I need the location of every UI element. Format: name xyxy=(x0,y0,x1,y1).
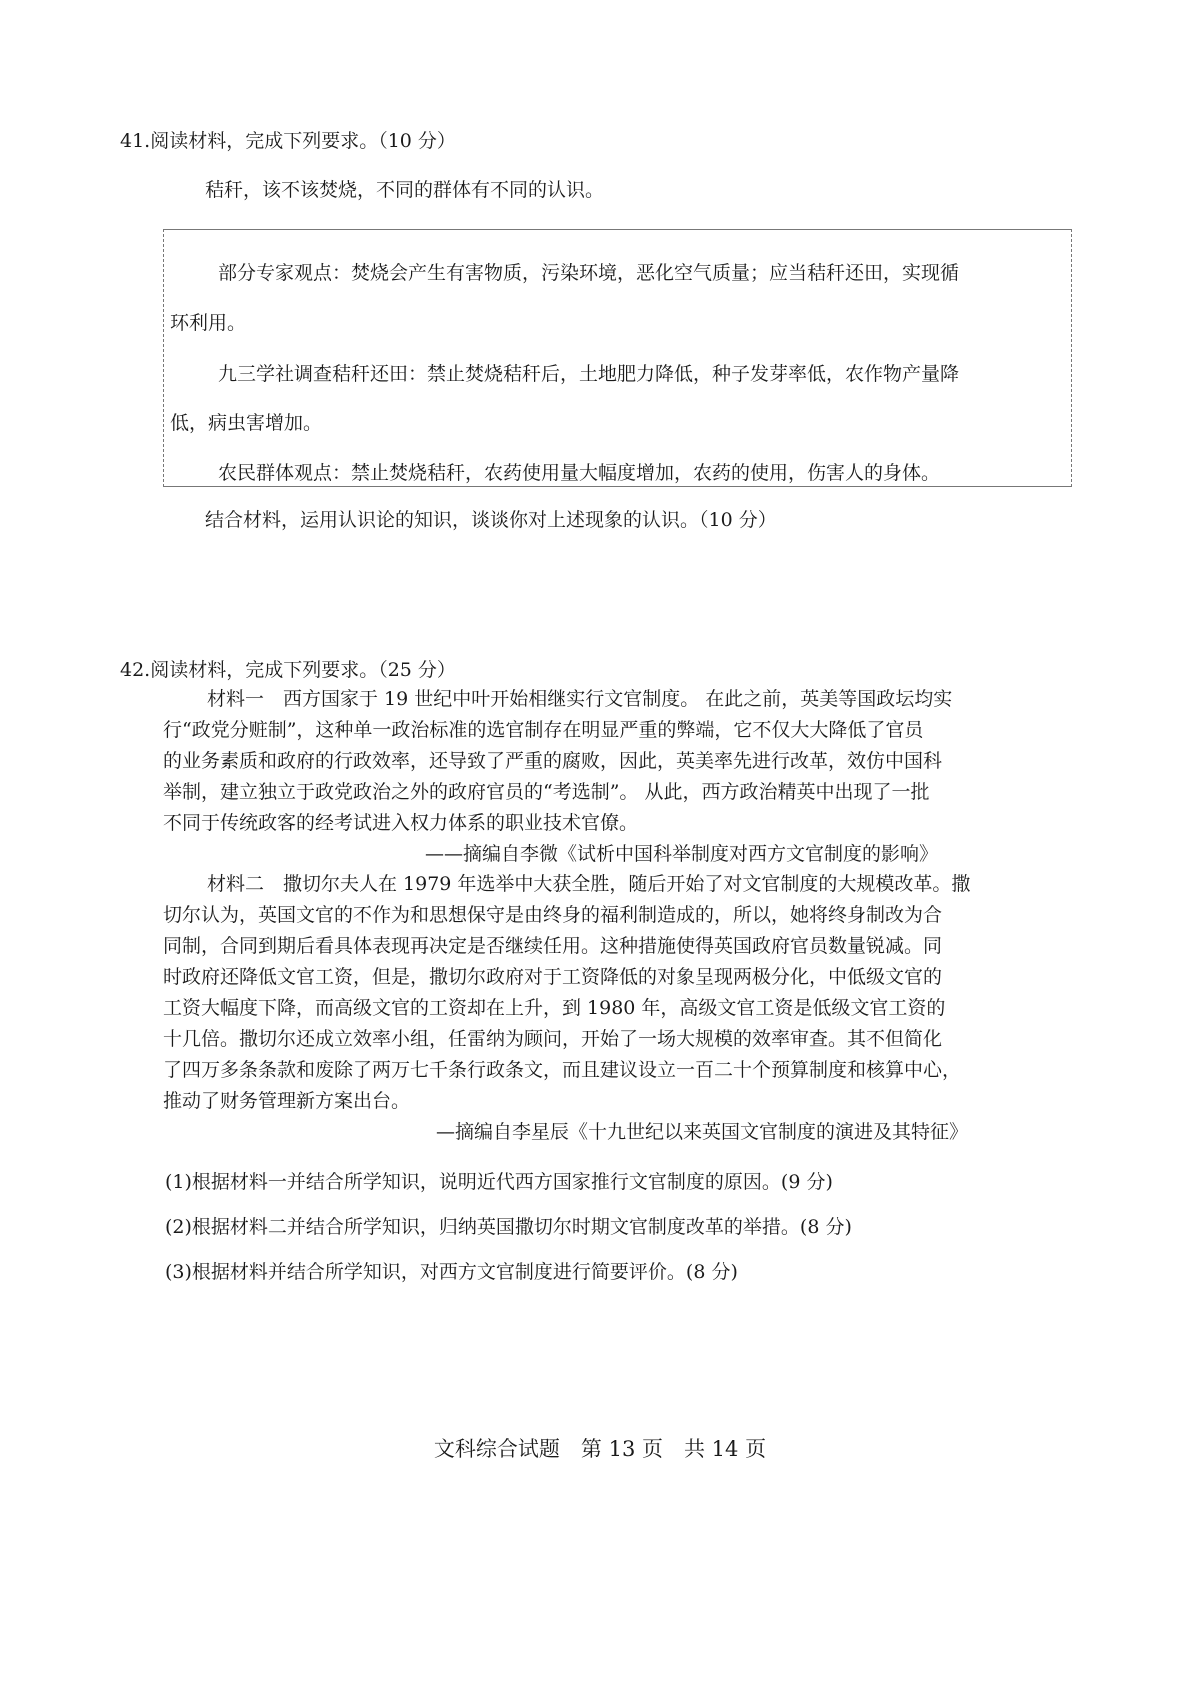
q41-box-line-1: 部分专家观点：焚烧会产生有害物质，污染环境，恶化空气质量；应当秸秆还田，实现循 xyxy=(218,262,960,284)
q42-m1-line-2: 行“政党分赃制”，这种单一政治标准的选官制存在明显严重的弊端，它不仅大大降低了官员 xyxy=(163,719,924,741)
q42-m2-source: —摘编自李星辰《十九世纪以来英国文官制度的演进及其特征》 xyxy=(436,1121,969,1143)
q42-m2-line-1: 材料二 撒切尔夫人在 1979 年选举中大获全胜，随后开始了对文官制度的大规模改革。撒 xyxy=(207,873,971,895)
q41-intro: 秸秆，该不该焚烧，不同的群体有不同的认识。 xyxy=(205,179,605,201)
q42-m2-line-4: 时政府还降低文官工资，但是，撒切尔政府对于工资降低的对象呈现两极分化，中低级文官的 xyxy=(163,966,943,988)
q42-m1-line-5: 不同于传统政客的经考试进入权力体系的职业技术官僚。 xyxy=(163,812,639,834)
q41-box-line-2: 环利用。 xyxy=(170,312,247,334)
q41-box-line-4: 低，病虫害增加。 xyxy=(170,412,323,434)
q42-m1-source: ——摘编自李微《试析中国科举制度对西方文官制度的影响》 xyxy=(425,843,939,865)
q41-title: 41.阅读材料，完成下列要求。（10 分） xyxy=(120,130,456,152)
q42-sub-question-2: (2)根据材料二并结合所学知识，归纳英国撒切尔时期文官制度改革的举措。(8 分) xyxy=(165,1216,852,1238)
q42-m2-line-7: 了四万多条条款和废除了两万七千条行政条文，而且建议设立一百二十个预算制度和核算中心， xyxy=(163,1059,962,1081)
q42-m2-line-3: 同制，合同到期后看具体表现再决定是否继续任用。这种措施使得英国政府官员数量锐减。同 xyxy=(163,935,943,957)
q42-sub-question-1: (1)根据材料一并结合所学知识，说明近代西方国家推行文官制度的原因。(9 分) xyxy=(165,1171,833,1193)
q41-box-line-5: 农民群体观点：禁止焚烧秸秆，农药使用量大幅度增加，农药的使用，伤害人的身体。 xyxy=(218,462,941,484)
q42-title: 42.阅读材料，完成下列要求。（25 分） xyxy=(120,659,456,681)
q42-sub-question-3: (3)根据材料并结合所学知识，对西方文官制度进行简要评价。(8 分) xyxy=(165,1261,738,1283)
q41-question: 结合材料，运用认识论的知识，谈谈你对上述现象的认识。（10 分） xyxy=(205,509,777,531)
q42-m1-line-3: 的业务素质和政府的行政效率，还导致了严重的腐败，因此，英美率先进行改革，效仿中国科 xyxy=(163,750,943,772)
q42-m2-line-5: 工资大幅度下降，而高级文官的工资却在上升，到 1980 年，高级文官工资是低级文官工资的 xyxy=(163,997,946,1019)
q42-m2-line-6: 十几倍。撒切尔还成立效率小组，任雷纳为顾问，开始了一场大规模的效率审查。其不但简化 xyxy=(163,1028,943,1050)
q41-material-box xyxy=(163,229,1072,487)
q41-box-line-3: 九三学社调查秸秆还田：禁止焚烧秸秆后，土地肥力降低，种子发芽率低，农作物产量降 xyxy=(218,363,960,385)
q42-m2-line-8: 推动了财务管理新方案出台。 xyxy=(163,1090,411,1112)
q42-m1-line-1: 材料一 西方国家于 19 世纪中叶开始相继实行文官制度。 在此之前，英美等国政坛均实 xyxy=(207,688,953,710)
page-footer: 文科综合试题 第 13 页 共 14 页 xyxy=(433,1437,767,1461)
q42-m2-line-2: 切尔认为，英国文官的不作为和思想保守是由终身的福利制造成的，所以，她将终身制改为合 xyxy=(163,904,943,926)
q42-m1-line-4: 举制，建立独立于政党政治之外的政府官员的“考选制”。 从此，西方政治精英中出现了一批 xyxy=(163,781,930,803)
